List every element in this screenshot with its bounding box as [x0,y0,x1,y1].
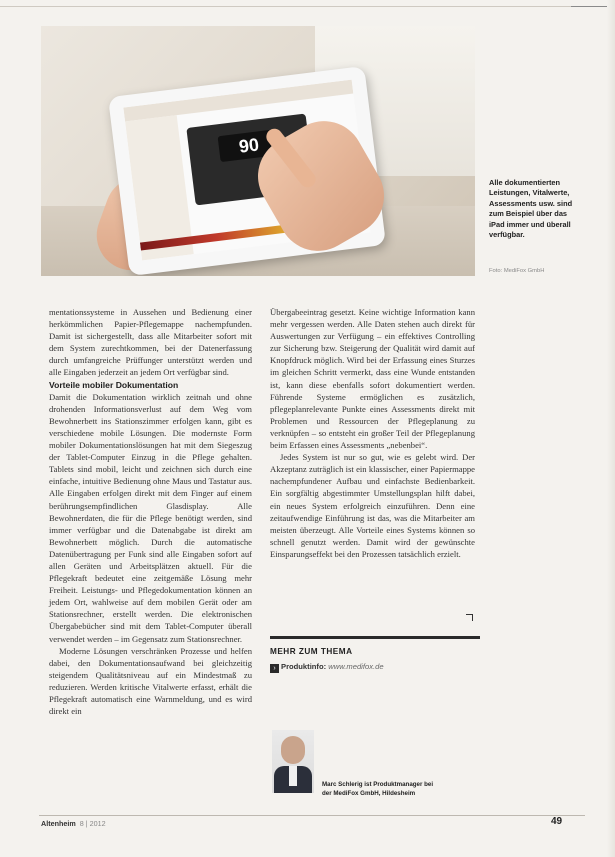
page-number: 49 [551,816,563,827]
screen-score: 90 [218,129,281,162]
section-rule [270,636,480,639]
screen-header [123,80,353,122]
paragraph: Moderne Lösungen verschränken Prozesse und helfen dabei, den Dokumentationsaufwand bei gleichzeitig steigendem Qualitätsniveau auf ein Mindestmaß zu reduzieren. Werden kritische Vitalwerte erfasst, erhält die Pflegekraft automatisch eine Warnmeldung, und es wird direkt ein [49,645,252,717]
paragraph: mentationssysteme in Aussehen und Bedienung einer herkömmlichen Papier-Pflegemappe nachempfunden. Damit ist sichergestellt, dass alle Mitarbeiter sofort mit dem System zurechtkommen, bei der Datenerfassung durch umfangreiche Prüffunger unterstützt werden und alle Eingaben jederzeit an jedem Ort verfügbar sind. [49,307,252,378]
portrait-shirt [289,766,297,786]
photo-caption: Alle dokumentierten Leistungen, Vitalwerte, Assessments usw. sind zum Beispiel über das iPad immer und überall verfügbar. [489,178,573,240]
paragraph: Damit die Dokumentation wirklich zeitnah und ohne drohenden Informationsverlust auf dem Weg vom Bewohnerbett ins Stationszimmer erfolgen kann, gibt es verschiedene mobile Lösungen. Die modernste Form mobiler Dokumentationslösungen hat mit dem Siegeszug der Tablet-Computer Einzug in die Pflege gehalten. Tablets sind mobil, leicht und zeichnen sich durch eine einfache, intuitive Bedienung ohne Maus und Tastatur aus. Alle Eingaben erfolgen direkt mit dem Finger auf einem berührungsempfindlichen Glasdisplay. Alle Bewohnerdaten, die für die Pflege benötigt werden, sind immer verfügbar und die Datenabgabe ist direkt am Bewohnerbett möglich. Durch die automatische Datenübertragung per Funk sind alle Eingaben sofort auf allen Geräten und Arbeitsplätzen aktuell. Für die Pflegekraft bedeutet eine zeitgemäße Lösung mehr Freiheit. Leistungs- und Pflegedokumentation können an jedem Ort, wahlweise auf dem mobilen Gerät oder am Stationsrechner, erstellt werden. Die elektronischen Übergabebücher sind mit dem Tablet-Computer überall verwendet werden – im Gegensatz zum Stationsrechner. [49,391,252,644]
mehr-zum-thema-heading: MEHR ZUM THEMA [270,647,353,656]
product-info-label: Produktinfo: [281,662,327,671]
footer-magazine [41,819,106,828]
arrow-right-icon: › [270,664,279,673]
article-column-right [270,306,475,560]
portrait-head [281,736,305,764]
subheading: Vorteile mobiler Dokumentation [49,379,179,390]
top-rule [0,6,615,7]
magazine-name: Altenheim [41,819,76,828]
article-end-mark [466,614,473,621]
top-corner-mark [571,0,607,7]
article-column-left [49,306,252,717]
footer-rule [39,815,585,816]
photo-credit: Foto: MediFox GmbH [489,268,545,274]
product-info-line [270,662,384,673]
paragraph: Übergabeeintrag gesetzt. Keine wichtige Information kann mehr vergessen werden. Alle Daten stehen auch direkt für Auswertungen zur Verfügung – ein effektives Controlling zur Sicherung bzw. Steigerung der Qualität wird damit auf Knopfdruck möglich. Wird bei der Erfassung eines Sturzes im gleichen Schritt vermerkt, dass eine Wunde entstanden ist, kann diese ebenfalls sofort dokumentiert werden. Führende Systeme ermöglichen es zusätzlich, pflegeplanrelevante Punkte eines Assessments direkt mit Problemen und Ressourcen der Pflegeplanung zu verknüpfen – so entsteht ein großer Teil der Pflegeplanung beim Erfassen eines Assessments „nebenbei“. [270,307,475,451]
page-edge-shadow [607,0,615,857]
author-portrait [272,730,314,793]
issue-number: 8 | 2012 [79,819,106,828]
article-photo [41,26,475,276]
product-info-link[interactable]: www.medifox.de [328,662,384,671]
author-caption: Marc Schlerig ist Produktmanager bei der MediFox GmbH, Hildesheim [322,781,434,797]
paragraph: Jedes System ist nur so gut, wie es gelebt wird. Der Akzeptanz zuträglich ist ein klassischer, einer Papiermappe nachempfundener Aufbau und einfachste Bedienbarkeit. Ein sorgfältig abgestimmter Umstellungsplan hilft dabei, ein neues System erfolgreich einzuführen. Denn eine zeitaufwendige Einführung ist das, was die Mitarbeiter am meisten überzeugt. Alle Vorteile eines Systems können so schnell genutzt werden. Damit wird der gewünschte Einsparungseffekt bei den Prozessen tatsächlich erzielt. [270,452,475,559]
